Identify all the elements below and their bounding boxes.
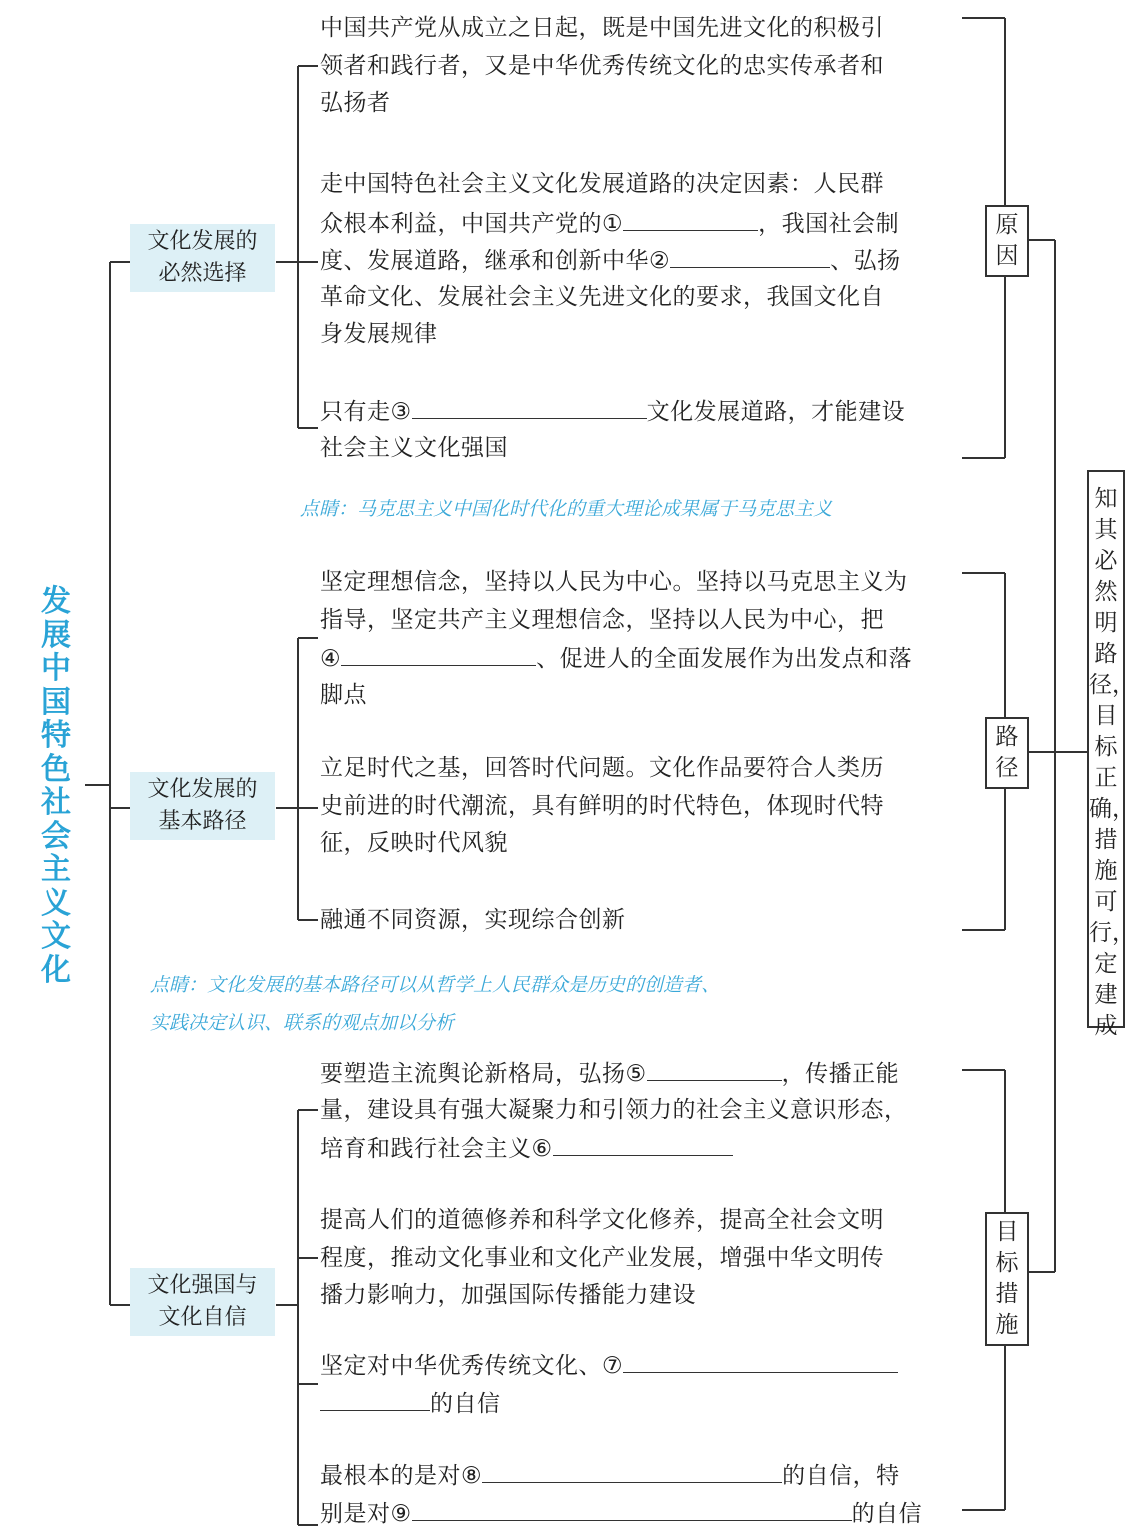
- text-fragment: 培育和践行社会主义⑥: [320, 1136, 553, 1162]
- text-fragment: 的自信: [430, 1390, 501, 1417]
- text-line: 社会主义文化强国: [320, 434, 508, 461]
- text-line: 史前进的时代潮流，具有鲜明的时代特色，体现时代特: [320, 792, 884, 819]
- text-line: [320, 1494, 960, 1532]
- text-line: 弘扬者: [320, 90, 391, 116]
- text-line: 革命文化、发展社会主义先进文化的要求，我国文化自: [320, 283, 884, 310]
- text-line: [320, 639, 960, 677]
- category-goal-measures: 目标 措施: [985, 1212, 1029, 1346]
- text-block-only-path: [320, 392, 960, 467]
- text-block-fundamental: [320, 1456, 960, 1531]
- text-fragment: 只有走③: [320, 399, 412, 425]
- branch-basic-path: 文化发展的 基本路径: [130, 772, 275, 840]
- text-block-integration: [320, 902, 960, 940]
- text-fragment: 的自信，特: [782, 1463, 900, 1489]
- note-basic-path: [150, 966, 720, 1042]
- text-fragment: 度、发展道路，继承和创新中华②: [320, 248, 671, 274]
- note-marxism: 点睛：马克思主义中国化时代化的重大理论成果属于马克思主义: [300, 498, 833, 520]
- fill-blank-7[interactable]: [623, 1346, 898, 1373]
- text-line: 领者和践行者，又是中华优秀传统文化的忠实传承者和: [320, 52, 884, 79]
- branch-cultural-power: 文化强国与 文化自信: [130, 1268, 275, 1336]
- text-fragment: 最根本的是对⑧: [320, 1463, 483, 1489]
- text-line: [320, 392, 960, 430]
- category-reason: 原 因: [985, 205, 1029, 277]
- text-block-times: [320, 750, 960, 863]
- text-fragment: ④: [320, 646, 342, 672]
- text-line: [320, 1129, 960, 1167]
- text-fragment: 文化发展道路，才能建设: [646, 399, 906, 425]
- text-block-confidence: [320, 1346, 960, 1421]
- note-line: 点睛：文化发展的基本路径可以从哲学上人民群众是历史的创造者、: [150, 974, 721, 996]
- text-fragment: 众根本利益，中国共产党的①: [320, 210, 624, 237]
- text-block-public-opinion: [320, 1054, 960, 1167]
- text-line: 中国共产党从成立之日起，既是中国先进文化的积极引: [320, 15, 884, 41]
- root-title: 发展中国特色社会主义文化: [41, 584, 71, 988]
- fill-blank-8[interactable]: [482, 1456, 782, 1483]
- text-line: 指导，坚定共产主义理想信念，坚持以人民为中心，把: [320, 606, 884, 633]
- fill-blank-4[interactable]: [341, 639, 536, 666]
- text-fragment: 坚定对中华优秀传统文化、⑦: [320, 1353, 624, 1379]
- text-line: [320, 1346, 960, 1384]
- text-fragment: 的自信: [851, 1500, 923, 1527]
- fill-blank-9[interactable]: [412, 1494, 852, 1521]
- text-line: 征，反映时代风貌: [320, 830, 508, 856]
- text-fragment: 别是对⑨: [320, 1500, 412, 1527]
- fill-blank-6[interactable]: [553, 1129, 733, 1156]
- text-line: [320, 204, 960, 242]
- text-block-ideals: [320, 564, 960, 714]
- fill-blank-2[interactable]: [670, 241, 830, 268]
- category-path: 路 径: [985, 717, 1029, 789]
- summary-box: 知其必然明路径，目标正确，措施可行，定建成: [1087, 470, 1125, 1028]
- note-line: 实践决定认识、联系的观点加以分析: [150, 1012, 455, 1034]
- text-block-party-role: [320, 10, 960, 123]
- fill-blank-3[interactable]: [412, 392, 647, 419]
- text-line: 融通不同资源，实现综合创新: [320, 907, 626, 933]
- text-line: [320, 1384, 960, 1422]
- text-line: 程度，推动文化事业和文化产业发展，增强中华文明传: [320, 1244, 884, 1271]
- branch-inevitable-choice: 文化发展的 必然选择: [130, 224, 275, 292]
- text-fragment: ，传播正能: [781, 1061, 900, 1087]
- text-line: [320, 1456, 960, 1494]
- text-block-civilization: [320, 1202, 960, 1315]
- text-line: 身发展规律: [320, 321, 438, 347]
- text-line: [320, 241, 960, 279]
- text-fragment: 、促进人的全面发展作为出发点和落: [536, 646, 913, 672]
- fill-blank-7-continued[interactable]: [320, 1384, 430, 1411]
- fill-blank-1[interactable]: [623, 204, 758, 231]
- text-line: 量，建设具有强大凝聚力和引领力的社会主义意识形态，: [320, 1096, 908, 1123]
- text-block-decisive-factors: [320, 166, 960, 354]
- text-line: 提高人们的道德修养和科学文化修养，提高全社会文明: [320, 1207, 884, 1233]
- text-line: 立足时代之基，回答时代问题。文化作品要符合人类历: [320, 755, 884, 781]
- text-fragment: ，我国社会制: [758, 210, 900, 237]
- text-line: 播力影响力，加强国际传播能力建设: [320, 1282, 696, 1308]
- text-fragment: 、弘扬: [830, 248, 901, 274]
- fill-blank-5[interactable]: [647, 1054, 782, 1081]
- text-line: 坚定理想信念，坚持以人民为中心。坚持以马克思主义为: [320, 569, 908, 595]
- text-line: 走中国特色社会主义文化发展道路的决定因素：人民群: [320, 171, 884, 197]
- text-line: [320, 1054, 960, 1092]
- text-fragment: 要塑造主流舆论新格局，弘扬⑤: [320, 1061, 647, 1087]
- text-line: 脚点: [320, 681, 367, 708]
